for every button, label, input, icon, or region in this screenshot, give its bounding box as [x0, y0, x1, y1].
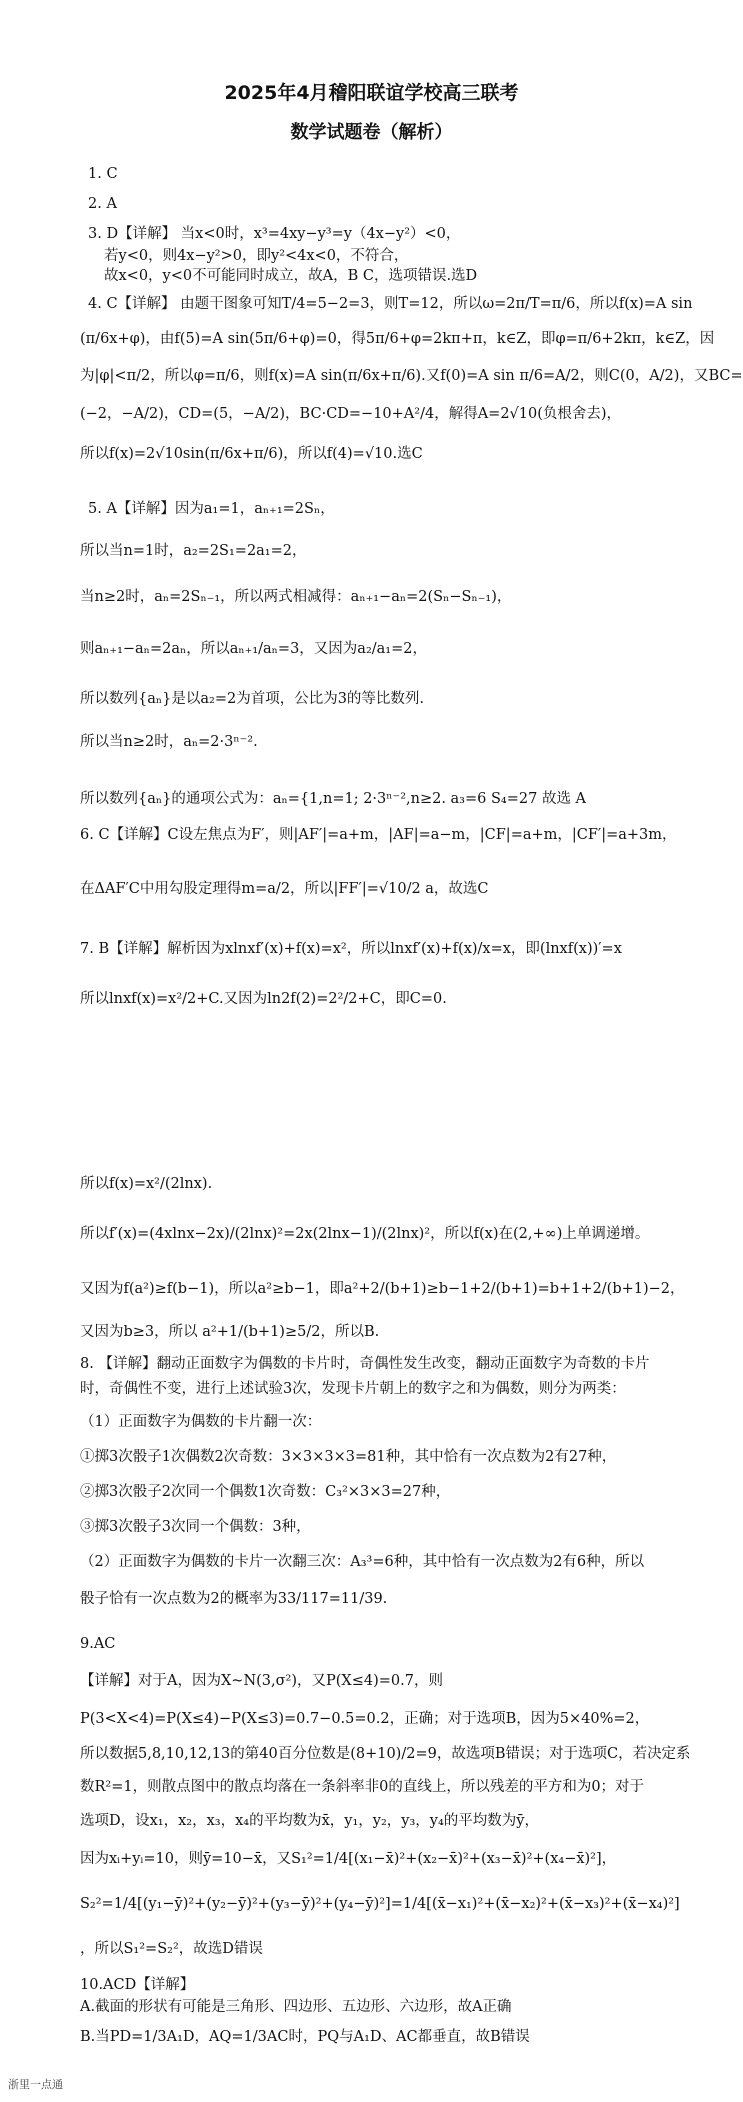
answer-line: 2. A — [88, 196, 117, 212]
answer-line: ③掷3次骰子3次同一个偶数：3种， — [80, 1519, 311, 1535]
answer-line: 选项D，设x₁，x₂，x₃，x₄的平均数为x̄，y₁，y₂，y₃，y₄的平均数为ȳ， — [80, 1813, 539, 1829]
answer-line: 1. C — [88, 166, 118, 182]
answer-line: 又因为b≥3，所以 a²+1/(b+1)≥5/2，所以B. — [80, 1324, 380, 1340]
answer-line: 又因为f(a²)≥f(b−1)，所以a²≥b−1，即a²+2/(b+1)≥b−1+2/(b+1)=b+1+2/(b+1)−2， — [80, 1281, 685, 1297]
answer-line: 【详解】对于A，因为X~N(3,σ²)，又P(X≤4)=0.7，则 — [80, 1673, 443, 1689]
answer-line: 故x<0，y<0不可能同时成立，故A，B C，选项错误.选D — [104, 268, 478, 284]
answer-line: 所以f(x)=x²/(2lnx). — [80, 1176, 213, 1192]
answer-line: （2）正面数字为偶数的卡片一次翻三次：A₃³=6种，其中恰有一次点数为2有6种，所以 — [80, 1554, 645, 1570]
answer-line: 6. C【详解】C设左焦点为F′，则|AF′|=a+m，|AF|=a−m，|CF|=a+m，|CF′|=a+3m， — [80, 827, 677, 843]
answer-line: 数R²=1，则散点图中的散点均落在一条斜率非0的直线上，所以残差的平方和为0；对于 — [80, 1779, 645, 1795]
answer-line: 所以f′(x)=(4xlnx−2x)/(2lnx)²=2x(2lnx−1)/(2lnx)²，所以f(x)在(2,+∞)上单调递增。 — [80, 1226, 650, 1242]
watermark-text: 浙里一点通 — [8, 2078, 63, 2091]
answer-line: S₂²=1/4[(y₁−ȳ)²+(y₂−ȳ)²+(y₃−ȳ)²+(y₄−ȳ)²]=1/4[(x̄−x₁)²+(x̄−x₂)²+(x̄−x₃)²+(x̄−x₄)²] — [80, 1896, 680, 1912]
answer-line: 时，奇偶性不变，进行上述试验3次，发现卡片朝上的数字之和为偶数，则分为两类： — [80, 1381, 626, 1397]
answer-line: ，所以S₁²=S₂²，故选D错误 — [80, 1941, 263, 1957]
answer-line: 4. C【详解】 由题干图象可知T/4=5−2=3，则T=12，所以ω=2π/T=π/6，所以f(x)=A sin — [88, 296, 693, 312]
answer-line: (−2，−A/2)，CD=(5，−A/2)，BC·CD=−10+A²/4，解得A=2√10(负根舍去)， — [80, 406, 622, 422]
answer-line: 因为xᵢ+yᵢ=10，则ȳ=10−x̄，又S₁²=1/4[(x₁−x̄)²+(x₂−x̄)²+(x₃−x̄)²+(x₄−x̄)²]， — [80, 1851, 617, 1867]
answer-line: 所以f(x)=2√10sin(π/6x+π/6)，所以f(4)=√10.选C — [80, 446, 423, 462]
answer-line: ①掷3次骰子1次偶数2次奇数：3×3×3×3=81种，其中恰有一次点数为2有27种， — [80, 1449, 617, 1465]
answer-line: 所以lnxf(x)=x²/2+C.又因为ln2f(2)=2²/2+C，即C=0. — [80, 991, 447, 1007]
answer-line: 9.AC — [80, 1636, 116, 1652]
answer-line: 则aₙ₊₁−aₙ=2aₙ，所以aₙ₊₁/aₙ=3，又因为a₂/a₁=2， — [80, 641, 427, 657]
page-subtitle: 数学试题卷（解析） — [290, 122, 453, 143]
answer-line: （1）正面数字为偶数的卡片翻一次： — [80, 1414, 322, 1430]
answer-line: B.当PD=1/3A₁D，AQ=1/3AC时，PQ与A₁D、AC都垂直，故B错误 — [80, 2029, 530, 2045]
page-title: 2025年4月稽阳联谊学校高三联考 — [224, 82, 519, 104]
answer-line: 10.ACD【详解】 — [80, 1977, 195, 1993]
answer-line: 所以当n≥2时，aₙ=2·3ⁿ⁻². — [80, 734, 258, 750]
answer-line: 为|φ|<π/2，所以φ=π/6，则f(x)=A sin(π/6x+π/6).又f(0)=A sin π/6=A/2，则C(0，A/2)，又BC= — [80, 368, 743, 384]
answer-line: 所以当n=1时，a₂=2S₁=2a₁=2， — [80, 543, 307, 559]
answer-line: 骰子恰有一次点数为2的概率为33/117=11/39. — [80, 1591, 388, 1607]
answer-line: P(3<X<4)=P(X≤4)−P(X≤3)=0.7−0.5=0.2，正确；对于选项B，因为5×40%=2， — [80, 1711, 650, 1727]
answer-line: ②掷3次骰子2次同一个偶数1次奇数：C₃²×3×3=27种， — [80, 1484, 451, 1500]
answer-line: 3. D【详解】 当x<0时，x³=4xy−y³=y（4x−y²）<0， — [88, 226, 461, 242]
answer-line: 所以数列{aₙ}的通项公式为：aₙ={1,n=1; 2·3ⁿ⁻²,n≥2. a₃=6 S₄=27 故选 A — [80, 791, 587, 807]
answer-line: A.截面的形状有可能是三角形、四边形、五边形、六边形，故A正确 — [80, 1999, 512, 2015]
answer-line: 当n≥2时，aₙ=2Sₙ₋₁，所以两式相减得：aₙ₊₁−aₙ=2(Sₙ−Sₙ₋₁)， — [80, 589, 512, 605]
answer-line: 所以数列{aₙ}是以a₂=2为首项，公比为3的等比数列. — [80, 691, 425, 707]
answer-line: 8. 【详解】翻动正面数字为偶数的卡片时，奇偶性发生改变，翻动正面数字为奇数的卡片 — [80, 1356, 650, 1372]
answer-line: 若y<0，则4x−y²>0，即y²<4x<0，不符合， — [104, 248, 409, 264]
answer-line: 7. B【详解】解析因为xlnxf′(x)+f(x)=x²，所以lnxf′(x)+f(x)/x=x，即(lnxf(x))′=x — [80, 941, 622, 957]
answer-line: 所以数据5,8,10,12,13的第40百分位数是(8+10)/2=9，故选项B错误；对于选项C，若决定系 — [80, 1746, 691, 1762]
answer-line: 在ΔAF′C中用勾股定理得m=a/2，所以|FF′|=√10/2 a，故选C — [80, 881, 489, 897]
answer-line: 5. A【详解】因为a₁=1，aₙ₊₁=2Sₙ， — [88, 501, 335, 517]
answer-line: (π/6x+φ)，由f(5)=A sin(5π/6+φ)=0，得5π/6+φ=2kπ+π，k∈Z，即φ=π/6+2kπ，k∈Z，因 — [80, 331, 715, 347]
